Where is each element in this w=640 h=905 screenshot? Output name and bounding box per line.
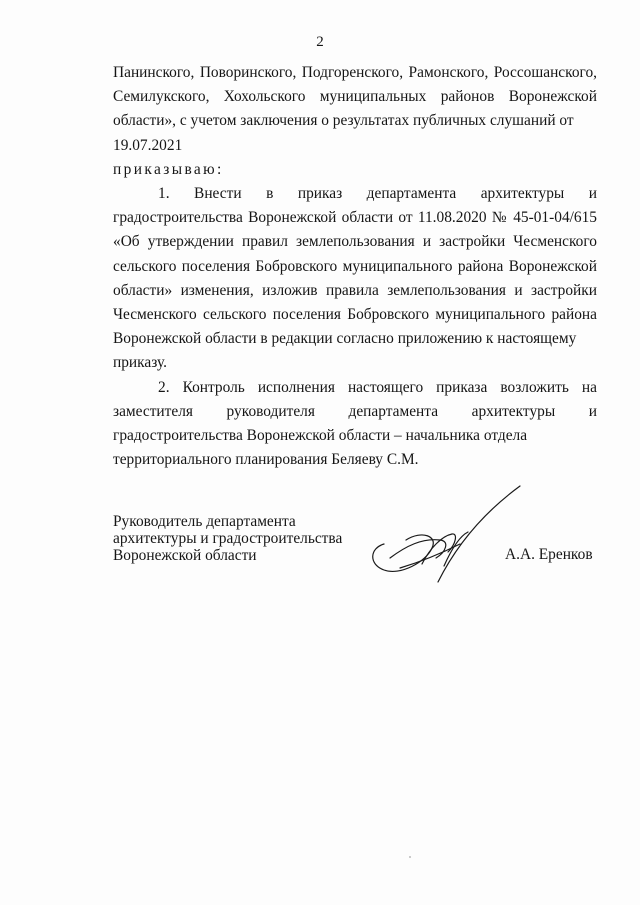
intro-date: 19.07.2021 [113,136,183,154]
item-1-end: приказу. [113,354,168,372]
handwritten-signature [360,478,530,588]
signatory-name: А.А. Еренков [505,546,593,563]
signatory-title-line: Руководитель департамента [113,513,296,530]
scan-speck [409,856,411,858]
order-word: приказываю: [113,160,224,178]
page-number: 2 [316,34,324,50]
item-2-end: территориального планирования Беляеву С.М. [113,451,419,469]
item-2-paragraph: 2. Контроль исполнения настоящего приказа возложить на заместителя руководителя департамента архитектуры и градостроительства Воронежской области – начальника отдела [113,378,597,445]
signatory-title-line: Воронежской области [113,547,257,564]
document-body [113,61,597,472]
signatory-title [113,513,342,564]
item-1-paragraph: 1. Внести в приказ департамента архитектуры и градостроительства Воронежской области от 11.08.2020 № 45-01-04/615 «Об утверждении правил землепользования и застройки Чесменского сельского поселения Бобровского муниципального района Воронежской области» изменения, изложив правила землепользования и застройки Чесменского сельского поселения Бобровского муниципального района Воронежской области в редакции согласно приложению к настоящему [113,185,597,348]
intro-paragraph: Панинского, Поворинского, Подгоренского, Рамонского, Россошанского, Семилукского, Хохольского муниципальных районов Воронежской области», с учетом заключения о результатах публичных слушаний от [113,64,597,130]
signatory-title-line: архитектуры и градостроительства [113,530,343,547]
